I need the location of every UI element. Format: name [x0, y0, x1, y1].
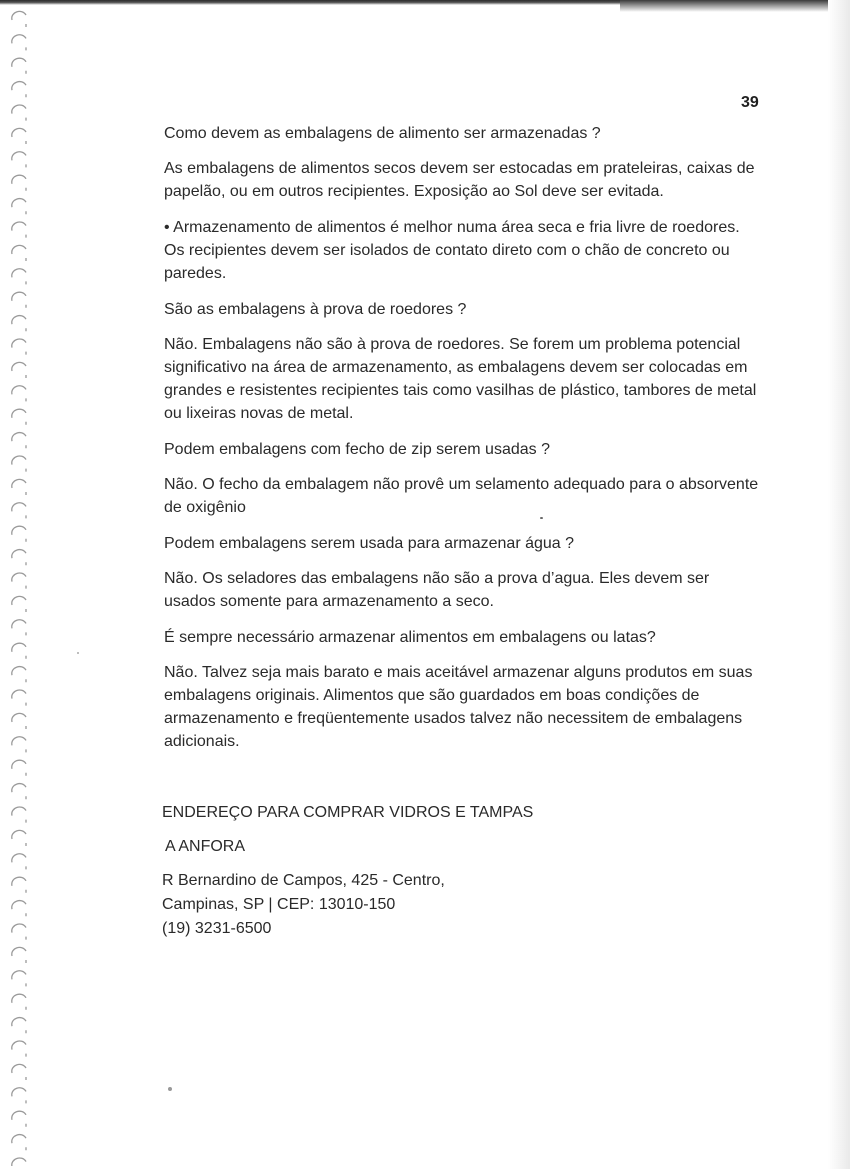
binding-loop	[12, 550, 26, 566]
binding-loop	[12, 994, 26, 1010]
answer-zip-bags: Não. O fecho da embalagem não provê um selamento adequado para o absorvente de oxigênio	[164, 476, 759, 516]
binding-loop	[12, 784, 26, 800]
binding-loop	[12, 854, 26, 870]
binding-loop	[12, 526, 26, 542]
scan-speck	[77, 652, 79, 654]
binding-loop	[12, 901, 26, 917]
binding-loop	[12, 1088, 26, 1104]
scan-speck	[540, 517, 543, 519]
binding-loop	[12, 760, 26, 776]
scan-speck	[168, 1087, 172, 1091]
binding-loop	[12, 737, 26, 753]
binding-loop	[12, 1041, 26, 1057]
binding-loop	[12, 1135, 26, 1151]
binding-loop	[12, 386, 26, 402]
binding-loop	[12, 35, 26, 51]
binding-loop	[12, 1064, 26, 1080]
binding-loop	[12, 269, 26, 285]
answer-rodent-proof: Não. Embalagens não são à prova de roedores. Se forem um problema potencial significativo na área de armazenamento, as embalagens devem ser colocadas em grandes e resistentes recipientes tais como vasilhas de plástico, tambores de metal ou lixeiras novas de metal.	[164, 336, 757, 422]
binding-loop	[12, 175, 26, 191]
binding-loop	[12, 690, 26, 706]
company-name: A ANFORA	[165, 838, 246, 855]
address-section	[162, 801, 662, 941]
answer-water-storage: Não. Os seladores das embalagens não são a prova d’agua. Eles devem ser usados somente para armazenamento a seco.	[164, 570, 710, 610]
binding-loop	[12, 152, 26, 168]
binding-loop	[12, 713, 26, 729]
question-always-necessary: É sempre necessário armazenar alimentos em embalagens ou latas?	[164, 629, 656, 646]
binding-loop	[12, 479, 26, 495]
binding-loop	[12, 807, 26, 823]
binding-loop	[12, 643, 26, 659]
answer-always-necessary: Não. Talvez seja mais barato e mais aceitável armazenar alguns produtos em suas embalagens originais. Alimentos que são guardados em boas condições de armazenamento e freqüentemente usados talvez não necessitem de embalagens adicionais.	[164, 664, 753, 750]
binding-loop	[12, 58, 26, 74]
address-heading: ENDEREÇO PARA COMPRAR VIDROS E TAMPAS	[162, 804, 534, 821]
scan-right-shadow	[828, 0, 850, 1169]
binding-loop	[12, 433, 26, 449]
binding-loop	[12, 667, 26, 683]
scan-top-edge-shadow	[620, 0, 850, 12]
binding-loop	[12, 292, 26, 308]
address-street: R Bernardino de Campos, 425 - Centro,	[162, 872, 445, 889]
question-water-storage: Podem embalagens serem usada para armazenar água ?	[164, 535, 575, 552]
binding-loop	[12, 1111, 26, 1127]
binding-loop	[12, 82, 26, 98]
binding-loop	[12, 339, 26, 355]
binding-loop	[12, 947, 26, 963]
binding-loop	[12, 245, 26, 261]
spiral-binding	[6, 6, 36, 1166]
answer-storage-bullet: • Armazenamento de alimentos é melhor numa área seca e fria livre de roedores. Os recipientes devem ser isolados de contato direto com o chão de concreto ou paredes.	[164, 219, 740, 282]
binding-loop	[12, 128, 26, 144]
binding-loop	[12, 596, 26, 612]
address-phone: (19) 3231-6500	[162, 920, 272, 937]
faq-section	[164, 122, 764, 766]
question-rodent-proof: São as embalagens à prova de roedores ?	[164, 301, 467, 318]
binding-loop	[12, 409, 26, 425]
binding-loop	[12, 11, 26, 27]
binding-loop	[12, 1158, 26, 1166]
address-city: Campinas, SP | CEP: 13010-150	[162, 896, 396, 913]
question-storage: Como devem as embalagens de alimento ser armazenadas ?	[164, 125, 601, 142]
binding-loop	[12, 877, 26, 893]
binding-loop	[12, 1018, 26, 1034]
binding-loop	[12, 105, 26, 121]
binding-loop	[12, 573, 26, 589]
binding-loop	[12, 503, 26, 519]
answer-storage: As embalagens de alimentos secos devem ser estocadas em prateleiras, caixas de papelão, ou em outros recipientes. Exposição ao Sol deve ser evitada.	[164, 160, 755, 200]
binding-loop	[12, 971, 26, 987]
binding-loop	[12, 620, 26, 636]
binding-loop	[12, 316, 26, 332]
binding-loop	[12, 830, 26, 846]
binding-loop	[12, 362, 26, 378]
binding-loop	[12, 924, 26, 940]
question-zip-bags: Podem embalagens com fecho de zip serem usadas ?	[164, 441, 550, 458]
binding-loop	[12, 456, 26, 472]
page-number: 39	[741, 94, 759, 111]
binding-loop	[12, 199, 26, 215]
binding-loop	[12, 222, 26, 238]
